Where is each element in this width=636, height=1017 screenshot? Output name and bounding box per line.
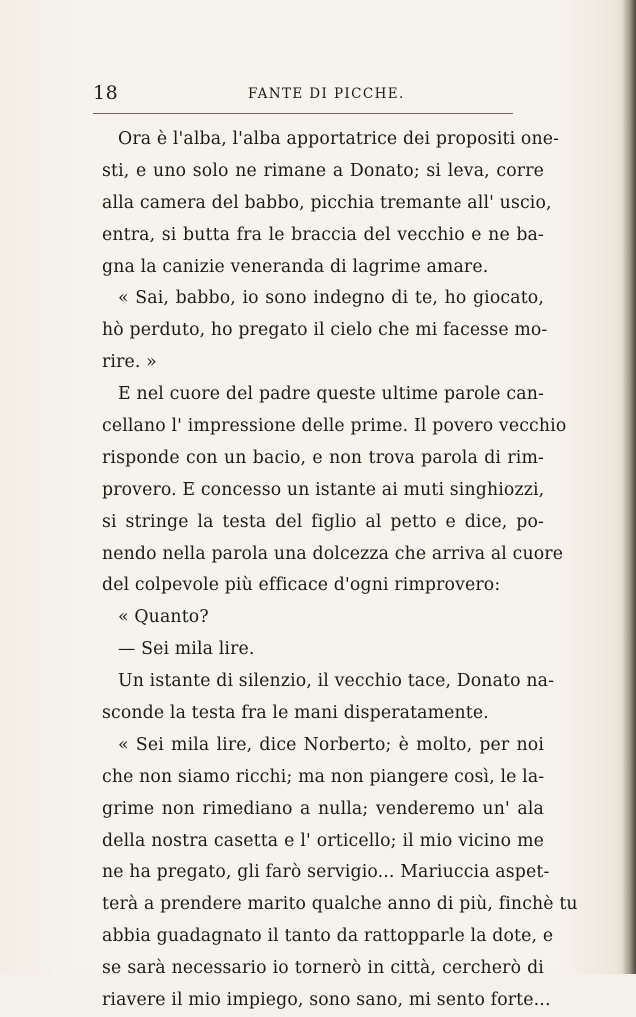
text-line: Ora è l'alba, l'alba apportatrice dei propositi one- [118, 129, 560, 149]
binding-edge-shadow [622, 0, 636, 974]
text-line: rire. » [102, 352, 157, 373]
text-line: entra, si butta fra le braccia del vecchio e ne ba- [102, 224, 544, 245]
text-line: nendo nella parola una dolcezza che arriva al cuore [102, 543, 564, 564]
header-rule [93, 113, 513, 114]
text-line: se sarà necessario io tornerò in città, cercherò di [102, 958, 544, 979]
text-line: alla camera del babbo, picchia tremante all' uscio, [102, 192, 552, 213]
text-line: del colpevole più efficace d'ogni rimprovero: [102, 575, 501, 596]
text-line: « Sai, babbo, io sono indegno di te, ho giocato, [118, 288, 544, 309]
body-text [102, 124, 578, 1017]
text-line: sti, e uno solo ne rimane a Donato; si leva, corre [102, 160, 544, 181]
page-header [93, 82, 513, 108]
text-line: si stringe la testa del figlio al petto e dice, po- [102, 511, 544, 532]
text-line: gna la canizie veneranda di lagrime amare. [102, 256, 489, 277]
text-line: E nel cuore del padre queste ultime parole can- [118, 384, 544, 405]
text-line: terà a prendere marito qualche anno di più, finchè tu [102, 894, 578, 915]
running-title: FANTE DI PICCHE. [248, 86, 405, 102]
text-line: risponde con un bacio, e non trova parola di rim- [102, 447, 544, 468]
text-line: Un istante di silenzio, il vecchio tace, Donato na- [118, 671, 555, 692]
text-line: cellano l' impressione delle prime. Il povero vecchio [102, 416, 567, 437]
text-line: ne ha pregato, gli farò servigio... Mariuccia aspet- [102, 862, 550, 883]
text-line: provero. E concesso un istante ai muti singhiozzi, [102, 479, 545, 500]
text-line: — Sei mila lire. [118, 639, 255, 660]
text-line: hò perduto, ho pregato il cielo che mi facesse mo- [102, 320, 548, 341]
text-line: « Quanto? [118, 607, 209, 628]
text-line: che non siamo ricchi; ma non piangere così, le la- [102, 766, 545, 787]
text-line: sconde la testa fra le mani disperatamente. [102, 703, 489, 724]
page-number: 18 [93, 82, 119, 104]
text-line: della nostra casetta e l' orticello; il mio vicino me [102, 830, 544, 851]
text-line: riavere il mio impiego, sono sano, mi sento forte... [102, 990, 551, 1011]
text-line: grime non rimediano a nulla; venderemo un' ala [102, 798, 544, 819]
text-line: « Sei mila lire, dice Norberto; è molto, per noi [118, 734, 544, 755]
text-line: abbia guadagnato il tanto da rattopparle la dote, e [102, 926, 554, 947]
